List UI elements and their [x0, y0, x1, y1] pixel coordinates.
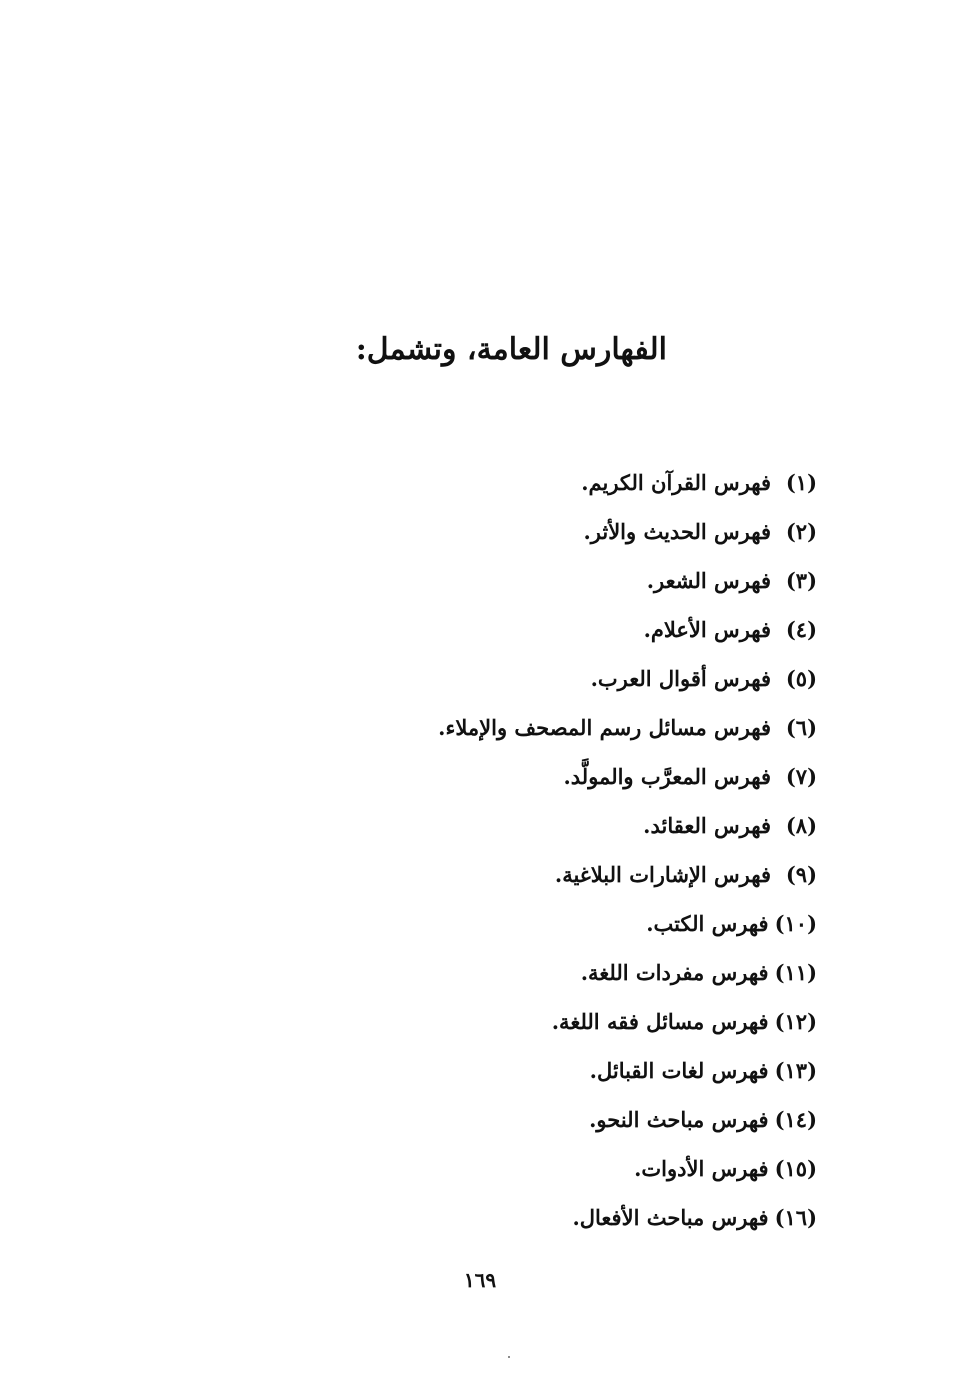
list-item: [217, 556, 817, 605]
item-text: فهرس الحديث والأثر.: [583, 519, 771, 544]
page-number: ١٦٩: [463, 1268, 497, 1292]
item-number: (٢): [785, 519, 817, 544]
list-item: [217, 752, 817, 801]
item-text: فهرس العقائد.: [643, 813, 771, 838]
list-item: [217, 1095, 817, 1144]
item-number: (١٦): [774, 1205, 817, 1230]
item-text: فهرس الإشارات البلاغية.: [554, 862, 771, 887]
item-text: فهرس أقوال العرب.: [590, 666, 771, 691]
item-text: فهرس مباحث الأفعال.: [572, 1205, 769, 1230]
item-number: (١٤): [774, 1107, 817, 1132]
item-text: فهرس لغات القبائل.: [589, 1058, 769, 1083]
item-text: فهرس مسائل فقه اللغة.: [551, 1009, 769, 1034]
list-item: [217, 703, 817, 752]
list-item: [217, 605, 817, 654]
item-text: فهرس المعرَّب والمولَّد.: [563, 764, 771, 789]
scan-speck: [508, 1356, 510, 1358]
item-text: فهرس الأدوات.: [634, 1156, 769, 1181]
list-item: [217, 1193, 817, 1242]
list-item: [217, 458, 817, 507]
list-item: [217, 899, 817, 948]
page-title: الفهارس العامة، وتشمل:: [355, 332, 667, 367]
list-item: [217, 1046, 817, 1095]
item-number: (٧): [785, 764, 817, 789]
item-number: (٩): [785, 862, 817, 887]
item-number: (١): [785, 470, 817, 495]
item-text: فهرس الكتب.: [646, 911, 769, 936]
list-item: [217, 948, 817, 997]
item-number: (٤): [785, 617, 817, 642]
item-text: فهرس مفردات اللغة.: [580, 960, 769, 985]
list-item: [217, 801, 817, 850]
list-item: [217, 507, 817, 556]
item-number: (١٣): [774, 1058, 817, 1083]
item-number: (٨): [785, 813, 817, 838]
list-item: [217, 850, 817, 899]
list-item: [217, 654, 817, 703]
item-number: (٣): [785, 568, 817, 593]
item-number: (١٥): [774, 1156, 817, 1181]
list-item: [217, 1144, 817, 1193]
item-text: فهرس مباحث النحو.: [589, 1107, 769, 1132]
item-text: فهرس القرآن الكريم.: [581, 470, 771, 495]
item-number: (١٢): [774, 1009, 817, 1034]
list-item: [217, 997, 817, 1046]
item-number: (١٠): [774, 911, 817, 936]
item-number: (٦): [785, 715, 817, 740]
index-list: [217, 458, 817, 1242]
item-number: (١١): [774, 960, 817, 985]
item-text: فهرس الشعر.: [646, 568, 771, 593]
item-number: (٥): [785, 666, 817, 691]
item-text: فهرس مسائل رسم المصحف والإملاء.: [438, 715, 771, 740]
item-text: فهرس الأعلام.: [643, 617, 771, 642]
